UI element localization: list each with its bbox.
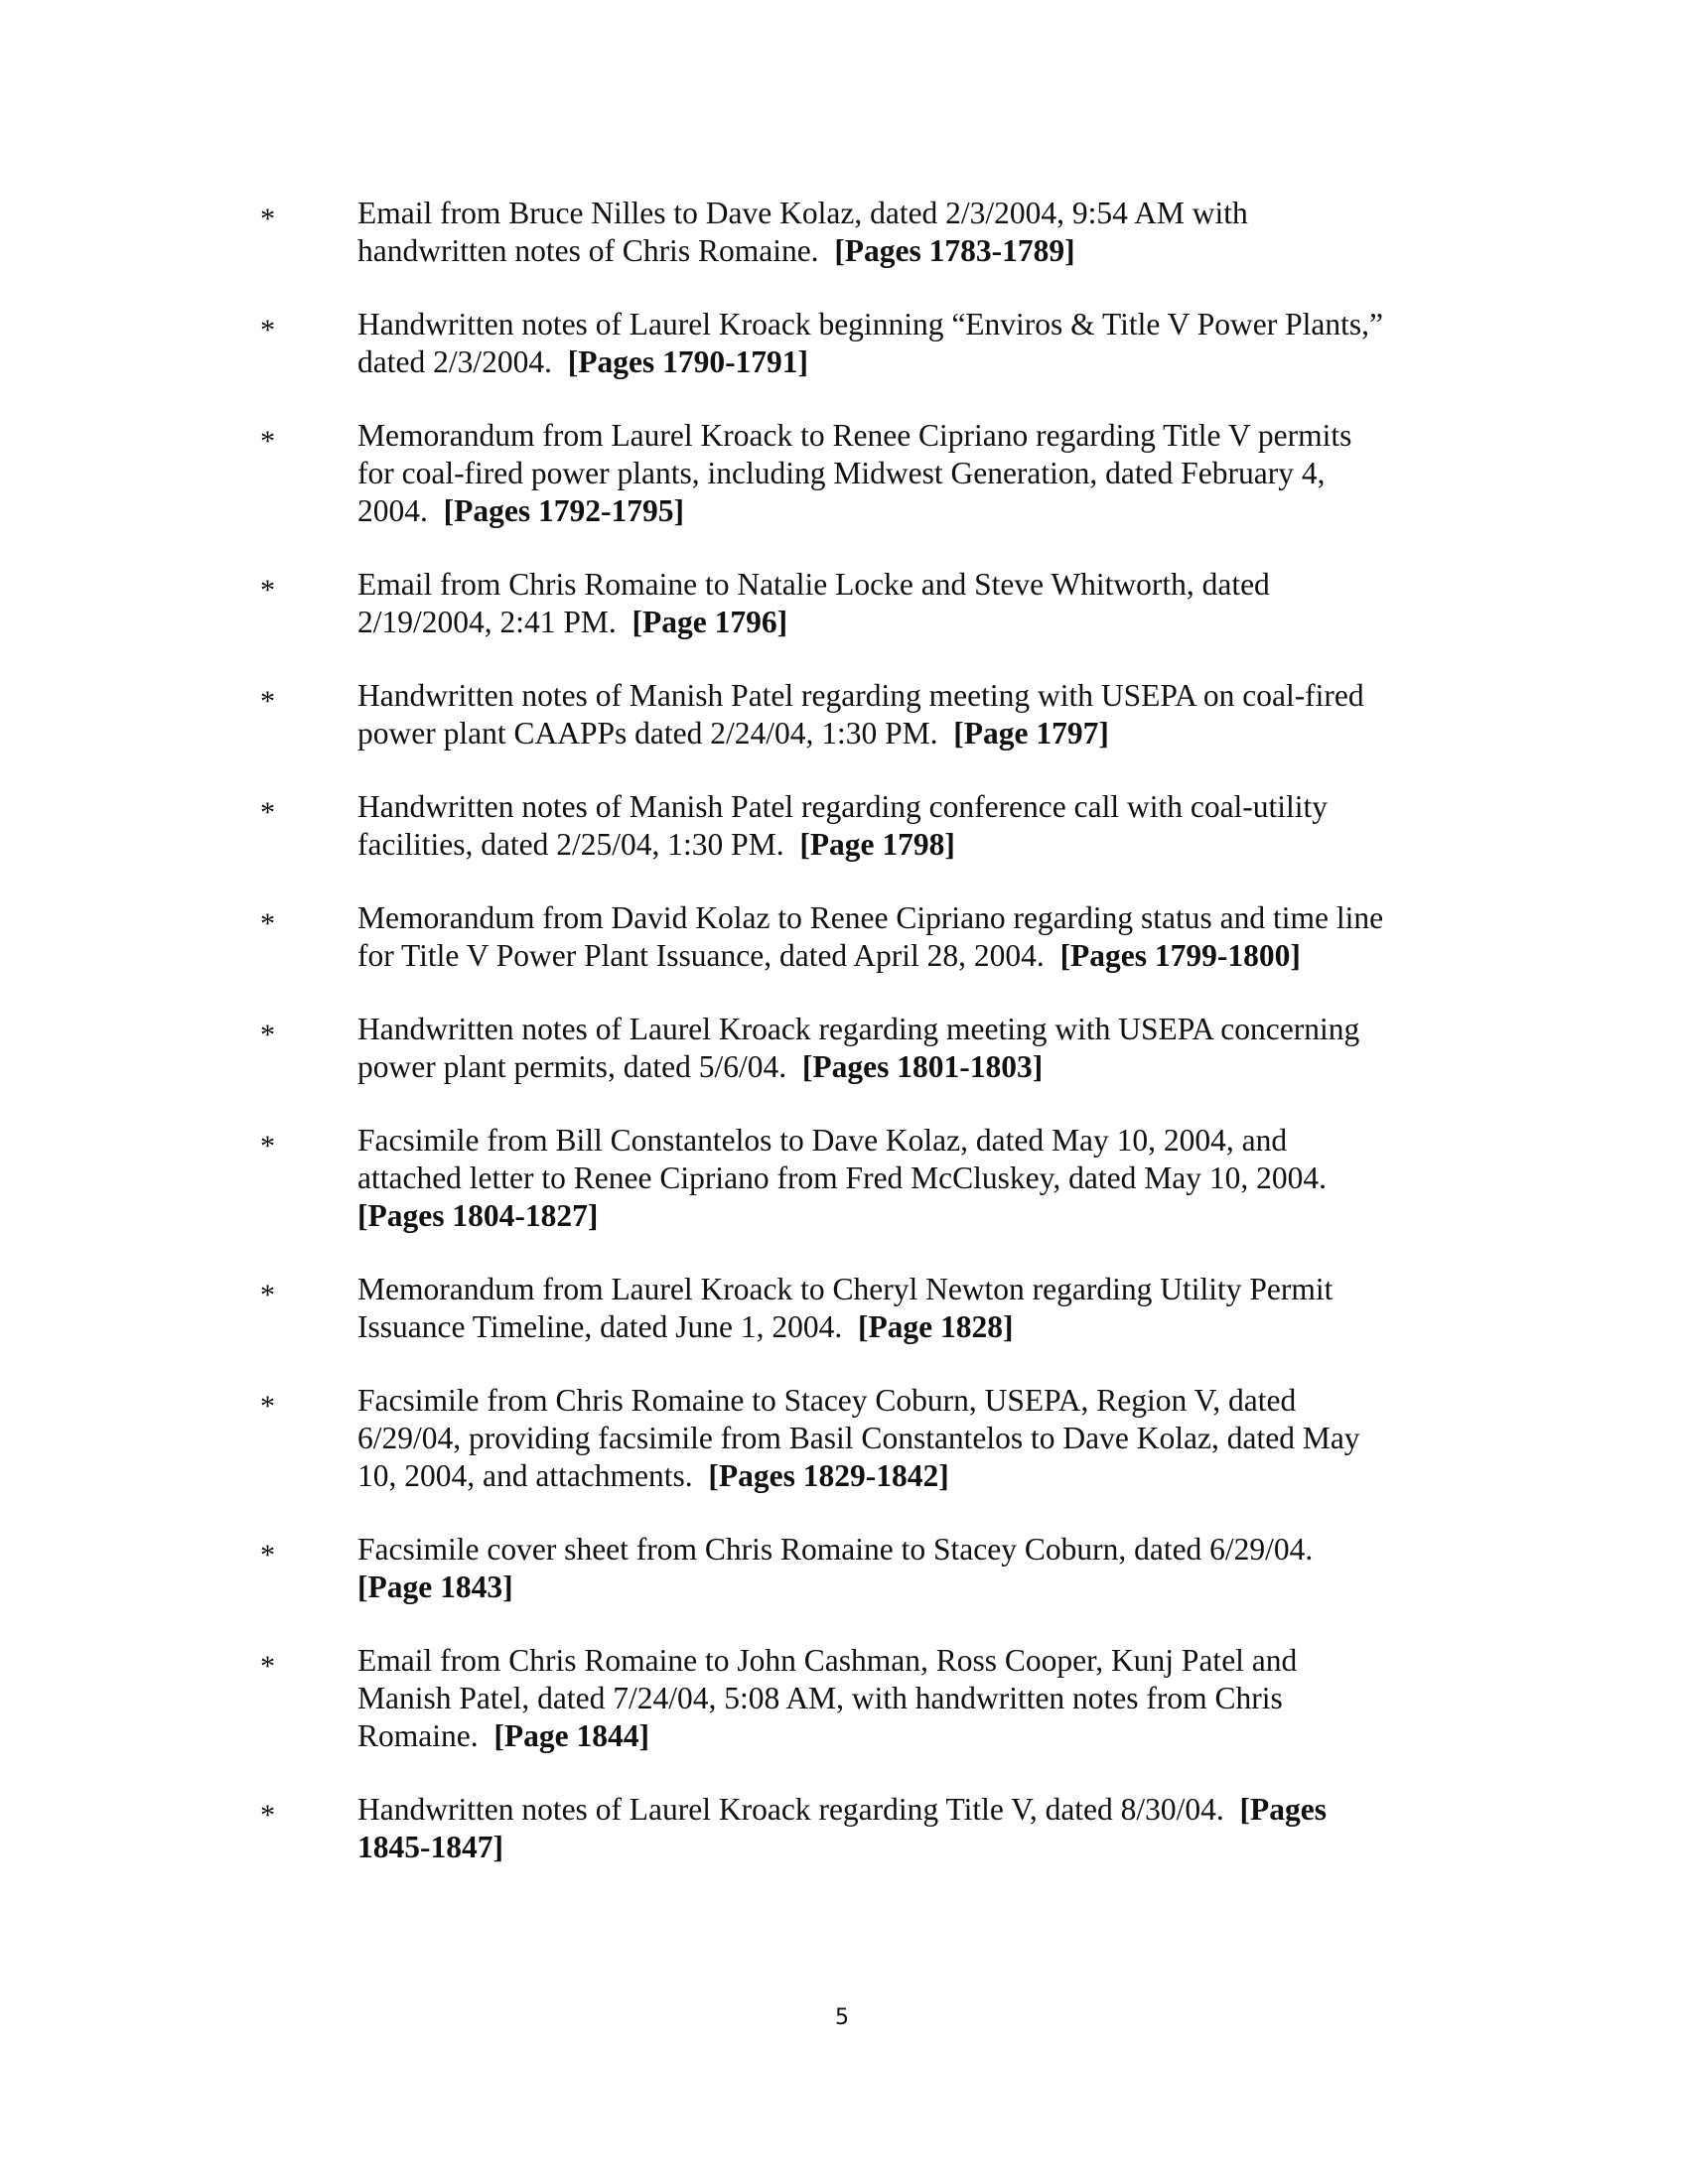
entry-text: [357, 566, 1440, 641]
entry-line: for coal-fired power plants, including Midwest Generation, dated February 4,: [357, 456, 1326, 490]
bullet-marker: *: [260, 907, 275, 940]
entry-line: power plant permits, dated 5/6/04.: [357, 1049, 787, 1084]
entry-line: Facsimile from Bill Constantelos to Dave Kolaz, dated May 10, 2004, and: [357, 1123, 1288, 1158]
bullet-marker: *: [260, 1279, 275, 1311]
entry-text: [357, 417, 1440, 530]
entry-line: handwritten notes of Chris Romaine.: [357, 233, 819, 268]
entry-text: [357, 677, 1440, 752]
entry-text: [357, 1011, 1440, 1086]
entry-text: [357, 1531, 1440, 1606]
page-reference: [Pages 1799-1800]: [1059, 938, 1301, 973]
entry-line: Romaine.: [357, 1718, 479, 1753]
page-reference: [Page 1797]: [953, 716, 1109, 751]
entry-line: Facsimile from Chris Romaine to Stacey Coburn, USEPA, Region V, dated: [357, 1383, 1297, 1418]
bullet-marker: *: [260, 1799, 275, 1832]
page-reference: [Pages 1829-1842]: [708, 1458, 949, 1493]
entry-line: Handwritten notes of Laurel Kroack beginning “Enviros & Title V Power Plants,”: [357, 307, 1383, 341]
bullet-marker: *: [260, 574, 275, 607]
entry-text: [357, 899, 1440, 975]
page-reference: [Page 1843]: [357, 1570, 513, 1604]
entry-line: 2/19/2004, 2:41 PM.: [357, 605, 617, 639]
entry-line: Email from Chris Romaine to John Cashman, Ross Cooper, Kunj Patel and: [357, 1643, 1298, 1678]
entry-line: Memorandum from Laurel Kroack to Cheryl Newton regarding Utility Permit: [357, 1272, 1333, 1306]
bullet-marker: *: [260, 1539, 275, 1571]
bullet-marker: *: [260, 1130, 275, 1162]
page-reference: [Pages 1783-1789]: [834, 233, 1075, 268]
entry-text: [357, 1271, 1440, 1346]
entry-text: [357, 195, 1440, 270]
entry-text: [357, 1642, 1440, 1755]
entry-line: 2004.: [357, 493, 428, 528]
entry-line: Email from Bruce Nilles to Dave Kolaz, dated 2/3/2004, 9:54 AM with: [357, 196, 1248, 230]
entry-line: Handwritten notes of Manish Patel regarding conference call with coal-utility: [357, 789, 1329, 824]
page-reference: [Pages 1801-1803]: [801, 1049, 1044, 1084]
entry-text: [357, 306, 1440, 381]
bullet-marker: *: [260, 1390, 275, 1423]
page-reference: [Page 1796]: [632, 605, 788, 639]
page-reference: [Pages: [1239, 1792, 1328, 1827]
bullet-marker: *: [260, 685, 275, 718]
entry-line: Memorandum from Laurel Kroack to Renee Cipriano regarding Title V permits: [357, 418, 1352, 453]
entry-line: for Title V Power Plant Issuance, dated April 28, 2004.: [357, 938, 1045, 973]
entry-text: [357, 1791, 1440, 1866]
bullet-marker: *: [260, 796, 275, 829]
entry-line: dated 2/3/2004.: [357, 344, 552, 379]
entry-line: 6/29/04, providing facsimile from Basil Constantelos to Dave Kolaz, dated May: [357, 1421, 1360, 1455]
entry-text: [357, 788, 1440, 864]
page-reference: [Page 1828]: [857, 1309, 1014, 1344]
entry-line: Issuance Timeline, dated June 1, 2004.: [357, 1309, 843, 1344]
page-reference: 1845-1847]: [357, 1830, 503, 1864]
entry-line: Handwritten notes of Laurel Kroack regarding meeting with USEPA concerning: [357, 1012, 1360, 1046]
entry-line: Memorandum from David Kolaz to Renee Cipriano regarding status and time line: [357, 900, 1384, 935]
page-number: 5: [835, 2005, 849, 2030]
page-reference: [Page 1844]: [493, 1718, 649, 1753]
entry-line: Facsimile cover sheet from Chris Romaine to Stacey Coburn, dated 6/29/04.: [357, 1532, 1314, 1567]
bullet-marker: *: [260, 425, 275, 458]
entry-text: [357, 1382, 1440, 1495]
bullet-marker: *: [260, 314, 275, 346]
page-reference: [Page 1798]: [799, 827, 955, 862]
page-reference: [Pages 1790-1791]: [567, 344, 809, 379]
bullet-marker: *: [260, 203, 275, 235]
entry-line: Handwritten notes of Manish Patel regarding meeting with USEPA on coal-fired: [357, 678, 1364, 713]
entry-line: Manish Patel, dated 7/24/04, 5:08 AM, with handwritten notes from Chris: [357, 1681, 1283, 1715]
page-reference: [Pages 1792-1795]: [443, 493, 684, 528]
entry-line: attached letter to Renee Cipriano from Fred McCluskey, dated May 10, 2004.: [357, 1160, 1327, 1195]
page-reference: [Pages 1804-1827]: [357, 1198, 599, 1233]
entry-line: power plant CAAPPs dated 2/24/04, 1:30 PM.: [357, 716, 938, 751]
entry-line: 10, 2004, and attachments.: [357, 1458, 693, 1493]
entry-text: [357, 1122, 1440, 1235]
entry-line: Email from Chris Romaine to Natalie Locke and Steve Whitworth, dated: [357, 567, 1270, 602]
entry-line: Handwritten notes of Laurel Kroack regarding Title V, dated 8/30/04.: [357, 1792, 1224, 1827]
bullet-marker: *: [260, 1650, 275, 1683]
bullet-marker: *: [260, 1019, 275, 1051]
entry-line: facilities, dated 2/25/04, 1:30 PM.: [357, 827, 784, 862]
